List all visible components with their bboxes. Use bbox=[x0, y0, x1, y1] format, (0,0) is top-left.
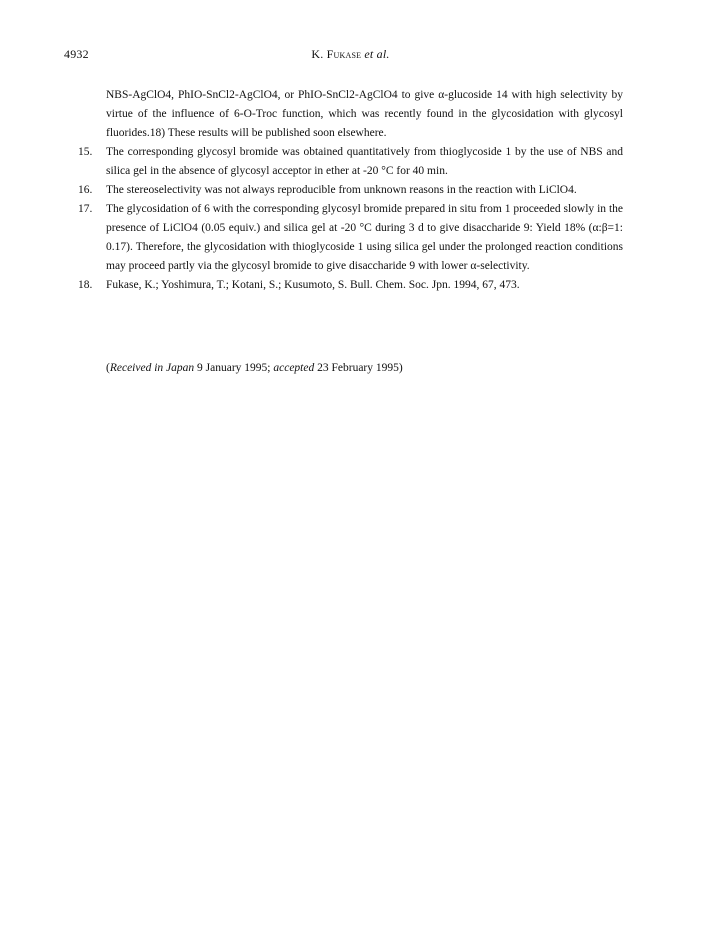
note-text: The glycosidation of 6 with the corresponding glycosyl bromide prepared in situ from 1 proceeded slowly in the presence of LiClO4 (0.05 equiv.) and silica gel at -20 °C during 3 d to give disaccharide 9: Yield 18% (α:β=1: 0.17). Therefore, the glycosidation with thioglycoside 1 using silica gel under the prolonged reaction conditions may proceed partly via the glycosyl bromide to give disaccharide 9 with lower α-selectivity. bbox=[106, 203, 623, 272]
note-text: NBS-AgClO4, PhIO-SnCl2-AgClO4, or PhIO-SnCl2-AgClO4 to give α-glucoside 14 with high selectivity by virtue of the influence of 6-O-Troc function, which was recently found in the glycosidation with glycosyl fluorides.18) These results will be published soon elsewhere. bbox=[106, 89, 623, 139]
accepted-date: 23 February 1995) bbox=[314, 362, 403, 374]
author-surname: Fukase bbox=[326, 47, 362, 61]
author-initial: K. bbox=[311, 47, 327, 61]
notes-list bbox=[78, 86, 623, 295]
note-18 bbox=[78, 276, 623, 295]
note-17 bbox=[78, 200, 623, 276]
note-number: 18. bbox=[78, 279, 93, 291]
note-number: 15. bbox=[78, 146, 93, 158]
running-head bbox=[0, 47, 701, 62]
note-15 bbox=[78, 143, 623, 181]
received-line bbox=[106, 360, 403, 376]
received-date: 9 January 1995; bbox=[194, 362, 274, 374]
note-continued bbox=[78, 86, 623, 143]
note-text: Fukase, K.; Yoshimura, T.; Kotani, S.; Kusumoto, S. Bull. Chem. Soc. Jpn. 1994, 67, 473. bbox=[106, 279, 520, 291]
note-number: 16. bbox=[78, 184, 93, 196]
note-number: 17. bbox=[78, 203, 93, 215]
page-number: 4932 bbox=[64, 47, 89, 61]
note-16 bbox=[78, 181, 623, 200]
accepted-label: accepted bbox=[273, 362, 315, 374]
note-text: The stereoselectivity was not always reproducible from unknown reasons in the reaction with LiClO4. bbox=[106, 184, 577, 196]
received-open-paren: ( bbox=[106, 362, 110, 374]
received-label: Received in Japan bbox=[109, 362, 195, 374]
author-etal: et al. bbox=[361, 47, 390, 61]
note-text: The corresponding glycosyl bromide was obtained quantitatively from thioglycoside 1 by the use of NBS and silica gel in the absence of glycosyl acceptor in ether at -20 °C for 40 min. bbox=[106, 146, 623, 177]
